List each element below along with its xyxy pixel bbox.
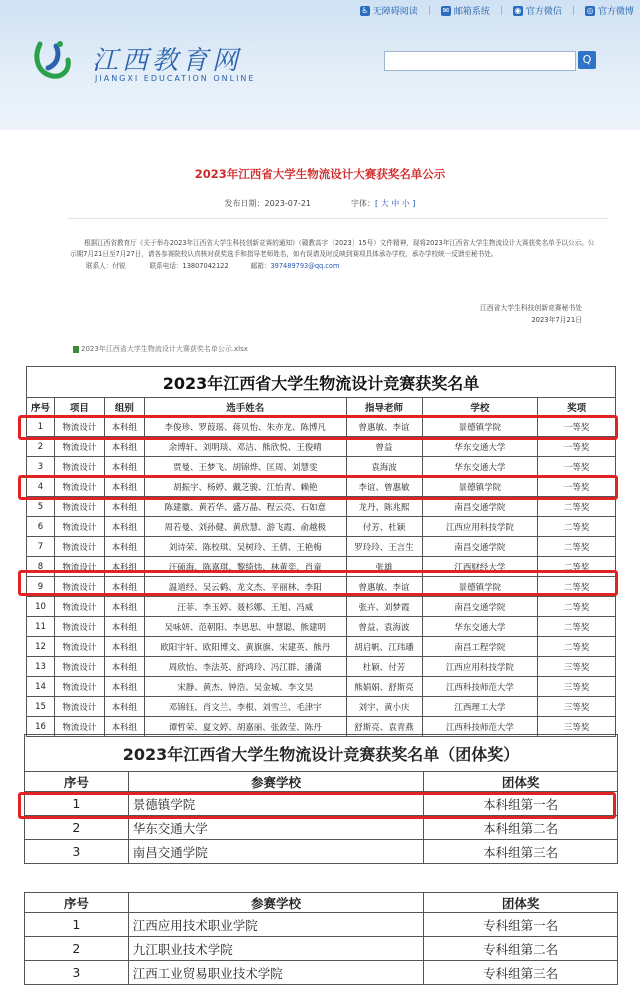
col-header: 组别 [104, 398, 144, 417]
cell-advisors: 付芳、杜颖 [346, 517, 422, 537]
wechat-icon: ◉ [514, 5, 522, 15]
attachment-name: 2023年江西省大学生物流设计大赛获奖名单公示.xlsx [81, 345, 248, 353]
cell-project: 物流设计 [54, 697, 104, 717]
attachment-link[interactable] [73, 344, 248, 354]
accessibility-icon: ♿ [361, 5, 369, 15]
cell-advisors: 舒斯亮、袁青燕 [346, 717, 422, 737]
cell-project: 物流设计 [54, 617, 104, 637]
cell-project: 物流设计 [54, 717, 104, 737]
table-row [27, 437, 616, 457]
cell-advisors: 刘宇、黄小庆 [346, 697, 422, 717]
weibo-icon: ◎ [586, 5, 594, 15]
search-icon: Q [582, 53, 592, 66]
cell-advisors: 熊娟娟、舒斯亮 [346, 677, 422, 697]
cell-students: 刘诗荣、陈校琪、吴树玲、王倩、王艳梅 [144, 537, 346, 557]
cell-school: 景德镇学院 [422, 477, 538, 497]
col-header: 序号 [25, 772, 129, 792]
date-label: 发布日期： [224, 199, 265, 208]
cell-school: 景德镇学院 [422, 417, 538, 437]
cell-school: 江西理工大学 [422, 697, 538, 717]
cell-students: 陈建徽、黄若华、盛万晶、程云亮、石如意 [144, 497, 346, 517]
font-size-switch[interactable]: [ 大 中 小 ] [375, 199, 416, 208]
cell-project: 物流设计 [54, 437, 104, 457]
cell-students: 余博轩、刘明琰、邓洁、熊欣悦、王俊晴 [144, 437, 346, 457]
cell-rank: 16 [27, 717, 55, 737]
cell-students: 谭哲荣、夏文婷、胡嘉丽、张敛莹、陈丹 [144, 717, 346, 737]
cell-rank: 3 [25, 961, 129, 985]
cell-school: 江西工业贸易职业技术学院 [128, 961, 424, 985]
cell-rank: 3 [25, 840, 129, 864]
col-header: 参赛学校 [128, 772, 423, 792]
cell-rank: 11 [27, 617, 55, 637]
cell-school: 江西科技师范大学 [422, 717, 538, 737]
table-row [27, 637, 616, 657]
cell-award: 三等奖 [538, 677, 616, 697]
cell-project: 物流设计 [54, 497, 104, 517]
cell-rank: 13 [27, 657, 55, 677]
cell-school: 景德镇学院 [422, 577, 538, 597]
cell-rank: 2 [25, 816, 129, 840]
publish-date: 2023-07-21 [264, 199, 312, 208]
cell-project: 物流设计 [54, 457, 104, 477]
table-row [27, 597, 616, 617]
email-link[interactable]: 397489793@qq.com [270, 262, 340, 270]
cell-school: 华东交通大学 [422, 617, 538, 637]
col-header: 团体奖 [424, 893, 618, 913]
signature-org: 江西省大学生科技创新竞赛秘书处 [480, 304, 582, 312]
cell-award: 二等奖 [538, 597, 616, 617]
site-header [0, 0, 640, 130]
cell-award: 二等奖 [538, 497, 616, 517]
table-row [27, 677, 616, 697]
cell-advisors: 张雄 [346, 557, 422, 577]
article-paragraph: 根据江西省教育厅《关于举办2023年江西省大学生科技创新竞赛的通知》（赣教高字〔2023〕15号）文件精神，现将2023年江西省大学生物流设计大赛获奖名单予以公示。公示期7月21日至7月27日，请各参赛院校认真核对获奖选手和指导老师姓名，如有误请及时反映到赛项具体承办学校，承办学校统一反馈至秘书处。 [70, 239, 595, 258]
cell-rank: 2 [27, 437, 55, 457]
table-row [27, 657, 616, 677]
cell-advisors: 袁海波 [346, 457, 422, 477]
cell-school: 华东交通大学 [128, 816, 423, 840]
table-header-row [27, 398, 616, 417]
contact-person: 联系人：付锐 [86, 262, 126, 270]
table-row [27, 457, 616, 477]
cell-award: 一等奖 [538, 457, 616, 477]
cell-rank: 15 [27, 697, 55, 717]
cell-rank: 4 [27, 477, 55, 497]
article-body [70, 238, 596, 272]
cell-award: 二等奖 [538, 577, 616, 597]
cell-students: 欧阳宇轩、欧阳博文、黄旗旗、宋建英、熊丹 [144, 637, 346, 657]
cell-rank: 3 [27, 457, 55, 477]
table-header-row [25, 893, 618, 913]
accessibility-link[interactable]: ♿ 无障碍阅读 [361, 5, 418, 17]
cell-project: 物流设计 [54, 597, 104, 617]
cell-advisors: 曾益、袁海波 [346, 617, 422, 637]
cell-group: 本科组 [104, 517, 144, 537]
font-label: 字体： [351, 199, 376, 208]
search-button[interactable] [578, 51, 596, 69]
table-row [25, 913, 618, 937]
article-title: 2023年江西省大学生物流设计大赛获奖名单公示 [194, 167, 446, 181]
cell-group: 本科组 [104, 537, 144, 557]
article [18, 130, 622, 365]
col-header: 学校 [422, 398, 538, 417]
cell-school: 南昌工程学院 [422, 637, 538, 657]
cell-rank: 2 [25, 937, 129, 961]
col-header: 选手姓名 [144, 398, 346, 417]
cell-school: 江西科技师范大学 [422, 677, 538, 697]
logo-subtitle: JIANGXI EDUCATION ONLINE [95, 74, 256, 83]
cell-award: 二等奖 [538, 517, 616, 537]
cell-school: 南昌交通学院 [422, 597, 538, 617]
cell-award: 三等奖 [538, 697, 616, 717]
cell-students: 汪菲、李玉婷、聂杉娜、王旭、冯威 [144, 597, 346, 617]
signature-date: 2023年7月21日 [531, 316, 582, 324]
cell-group: 本科组 [104, 697, 144, 717]
cell-group: 本科组 [104, 417, 144, 437]
table-row [25, 937, 618, 961]
cell-group: 本科组 [104, 557, 144, 577]
col-header: 参赛学校 [128, 893, 424, 913]
cell-project: 物流设计 [54, 657, 104, 677]
cell-project: 物流设计 [54, 517, 104, 537]
cell-advisors: 龙丹、陈兆熙 [346, 497, 422, 517]
spreadsheet-icon [73, 346, 79, 353]
cell-students: 周若曼、刘孙健、黄欣慧、游飞霞、俞越极 [144, 517, 346, 537]
cell-advisors: 罗玲玲、王言生 [346, 537, 422, 557]
cell-students: 李俊珍、罗葭瑶、蒋贝怡、朱亦龙、陈博凡 [144, 417, 346, 437]
table-row [27, 537, 616, 557]
cell-students: 邓锦钰、肖文兰、李根、刘雪兰、毛津宇 [144, 697, 346, 717]
table-row [27, 517, 616, 537]
table-title: 2023年江西省大学生物流设计竞赛获奖名单（团体奖） [25, 735, 618, 772]
cell-school: 江西应用科技学院 [422, 657, 538, 677]
cell-project: 物流设计 [54, 677, 104, 697]
mail-link[interactable]: ✉ 邮箱系统 [442, 5, 490, 17]
cell-advisors: 胡启帆、江玮璠 [346, 637, 422, 657]
col-header: 项目 [54, 398, 104, 417]
contact-phone: 联系电话：13807042122 [149, 262, 229, 270]
table-row [25, 816, 618, 840]
cell-school: 九江职业技术学院 [128, 937, 424, 961]
weibo-link[interactable]: ◎ 官方微博 [586, 5, 634, 17]
cell-award: 二等奖 [538, 637, 616, 657]
cell-award: 三等奖 [538, 717, 616, 737]
cell-school: 江西应用科技学院 [422, 517, 538, 537]
cell-award: 三等奖 [538, 657, 616, 677]
team-awards-table-undergrad [24, 734, 618, 864]
cell-school: 南昌交通学院 [128, 840, 423, 864]
cell-group: 本科组 [104, 617, 144, 637]
mail-icon: ✉ [442, 5, 450, 15]
cell-group: 本科组 [104, 657, 144, 677]
table-title: 2023年江西省大学生物流设计竞赛获奖名单 [27, 367, 616, 398]
cell-award: 专科组第三名 [424, 961, 618, 985]
cell-rank: 1 [25, 792, 129, 816]
cell-group: 本科组 [104, 477, 144, 497]
col-header: 团体奖 [424, 772, 618, 792]
team-awards-table-vocational [24, 892, 618, 985]
cell-advisors: 李谊、曾惠敏 [346, 477, 422, 497]
cell-rank: 10 [27, 597, 55, 617]
table-row [27, 577, 616, 597]
cell-award: 本科组第二名 [424, 816, 618, 840]
cell-award: 二等奖 [538, 537, 616, 557]
col-header: 指导老师 [346, 398, 422, 417]
logo-text: 江西教育网 [92, 46, 243, 76]
cell-advisors: 张卉、刘梦霞 [346, 597, 422, 617]
table-row [27, 617, 616, 637]
cell-group: 本科组 [104, 577, 144, 597]
cell-project: 物流设计 [54, 577, 104, 597]
contact-line [70, 261, 596, 272]
cell-rank: 1 [25, 913, 129, 937]
table-row [27, 497, 616, 517]
table-row [27, 477, 616, 497]
col-header: 奖项 [538, 398, 616, 417]
cell-project: 物流设计 [54, 637, 104, 657]
cell-school: 景德镇学院 [128, 792, 423, 816]
cell-rank: 8 [27, 557, 55, 577]
cell-advisors: 曾惠敏、李谊 [346, 417, 422, 437]
cell-award: 专科组第一名 [424, 913, 618, 937]
cell-project: 物流设计 [54, 557, 104, 577]
cell-students: 汪硕海、陈嘉琪、黎绮炜、林黄奕、肖童 [144, 557, 346, 577]
cell-award: 一等奖 [538, 417, 616, 437]
cell-school: 江西应用技术职业学院 [128, 913, 424, 937]
table-row [27, 417, 616, 437]
cell-group: 本科组 [104, 677, 144, 697]
cell-rank: 6 [27, 517, 55, 537]
table-row [25, 792, 618, 816]
top-links: ♿ 无障碍阅读 | ✉ 邮箱系统 | ◉ 官方微信 | ◎ 官方微博 [361, 5, 634, 17]
cell-students: 宋静、黄杰、钟浩、吴金城、李文昊 [144, 677, 346, 697]
cell-award: 二等奖 [538, 557, 616, 577]
cell-group: 本科组 [104, 437, 144, 457]
cell-award: 专科组第二名 [424, 937, 618, 961]
cell-project: 物流设计 [54, 537, 104, 557]
table-row [27, 557, 616, 577]
cell-students: 周欣怡、李法英、舒鸿玲、冯江群、潘潇 [144, 657, 346, 677]
awards-table [26, 366, 616, 737]
cell-group: 本科组 [104, 637, 144, 657]
signature [480, 302, 582, 326]
cell-school: 江西财经大学 [422, 557, 538, 577]
cell-rank: 5 [27, 497, 55, 517]
cell-rank: 12 [27, 637, 55, 657]
logo-icon[interactable] [30, 38, 74, 82]
cell-award: 一等奖 [538, 477, 616, 497]
cell-students: 吴咏妍、范朝阳、李思思、申慧聪、熊建明 [144, 617, 346, 637]
cell-award: 本科组第一名 [424, 792, 618, 816]
cell-group: 本科组 [104, 497, 144, 517]
cell-rank: 9 [27, 577, 55, 597]
cell-school: 南昌交通学院 [422, 537, 538, 557]
wechat-link[interactable]: ◉ 官方微信 [514, 5, 562, 17]
table-header-row [25, 772, 618, 792]
cell-project: 物流设计 [54, 477, 104, 497]
cell-rank: 1 [27, 417, 55, 437]
cell-students: 胡振宇、杨婷、戴芝骏、江怡青、赖艳 [144, 477, 346, 497]
col-header: 序号 [25, 893, 129, 913]
cell-school: 华东交通大学 [422, 437, 538, 457]
cell-award: 一等奖 [538, 437, 616, 457]
search-input[interactable] [384, 51, 576, 71]
cell-group: 本科组 [104, 717, 144, 737]
cell-school: 华东交通大学 [422, 457, 538, 477]
table-row [25, 961, 618, 985]
email-label: 邮箱： [250, 262, 271, 270]
cell-students: 贾曼、王梦飞、胡锦烨、匡周、刘慧雯 [144, 457, 346, 477]
cell-advisors: 曾益 [346, 437, 422, 457]
col-header: 序号 [27, 398, 55, 417]
cell-project: 物流设计 [54, 417, 104, 437]
cell-advisors: 杜颖、付芳 [346, 657, 422, 677]
cell-rank: 7 [27, 537, 55, 557]
cell-group: 本科组 [104, 457, 144, 477]
article-meta [18, 198, 622, 209]
table-row [27, 697, 616, 717]
cell-group: 本科组 [104, 597, 144, 617]
cell-advisors: 曾惠敏、李谊 [346, 577, 422, 597]
divider [68, 218, 608, 219]
table-row [25, 840, 618, 864]
cell-students: 温道经、吴云鹤、龙文杰、平丽林、李阳 [144, 577, 346, 597]
cell-rank: 14 [27, 677, 55, 697]
cell-award: 本科组第三名 [424, 840, 618, 864]
cell-award: 二等奖 [538, 617, 616, 637]
cell-school: 南昌交通学院 [422, 497, 538, 517]
